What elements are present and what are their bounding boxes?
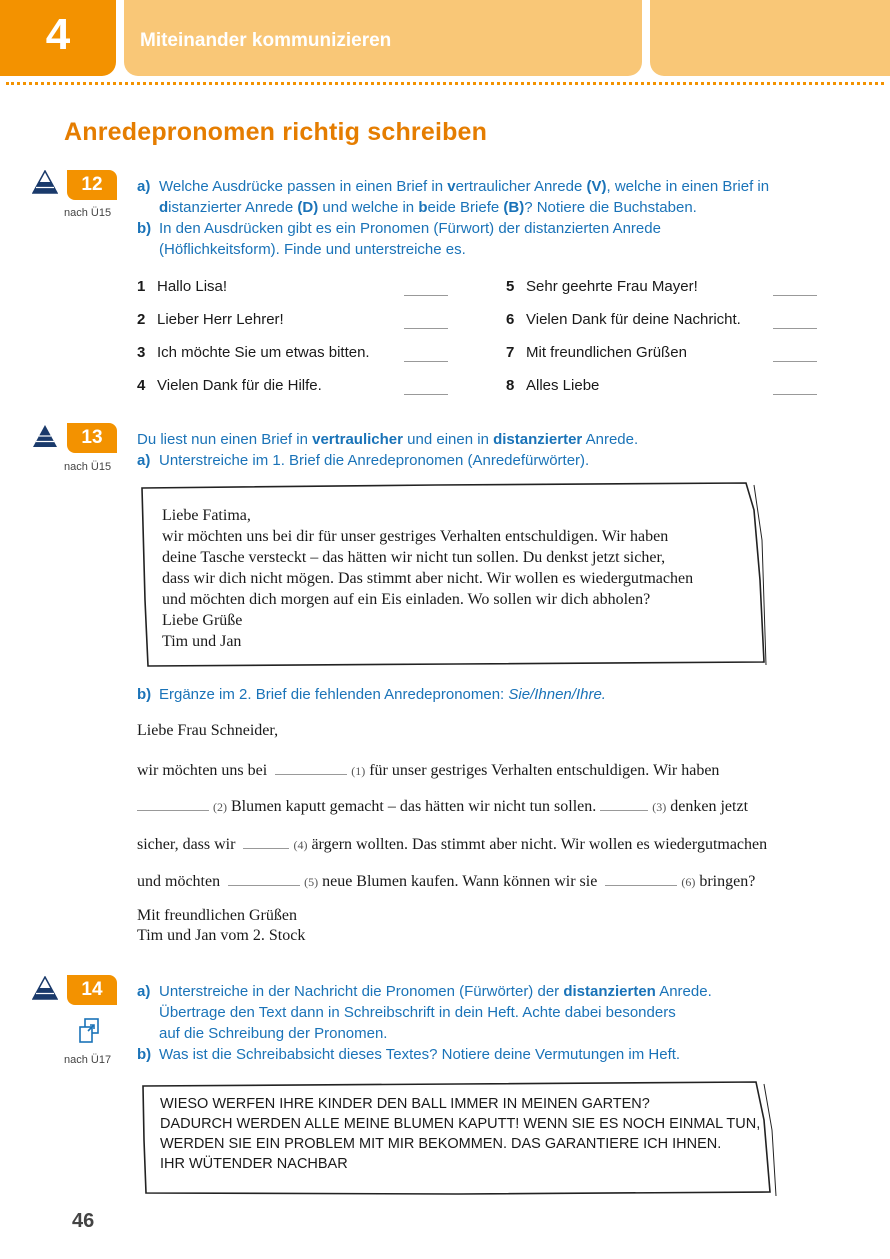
exercise-13-instructions: Du liest nun einen Brief in vertraulicher und einen in distanzierter Anrede. a) Unterstreiche im 1. Brief die Anredepronomen (Anredefürwörter). — [137, 431, 639, 469]
exercise-13-ref: nach Ü15 — [64, 461, 112, 473]
letter-2-greeting: Liebe Frau Schneider, — [137, 722, 279, 739]
gap-input[interactable] — [600, 796, 648, 811]
list-item: 4 Vielen Dank für die Hilfe. — [137, 377, 322, 394]
difficulty-level-icon — [32, 976, 58, 1000]
difficulty-level-icon — [32, 170, 58, 194]
list-item: 5 Sehr geehrte Frau Mayer! — [506, 278, 698, 295]
page-title: Anredepronomen richtig schreiben — [64, 118, 488, 146]
gap-input[interactable] — [228, 871, 300, 886]
answer-blank[interactable] — [773, 394, 817, 395]
list-item: 3 Ich möchte Sie um etwas bitten. — [137, 344, 370, 361]
cloze-line-3: sicher, dass wir (4) ärgern wollten. Das stimmt aber nicht. Wir wollen es wiedergutmachen — [137, 836, 768, 853]
exercise-12-badge: 12 — [67, 170, 117, 200]
cloze-line-1: wir möchten uns bei (1) für unser gestriges Verhalten entschuldigen. Wir haben — [137, 762, 720, 779]
exercise-14-ref: nach Ü17 — [64, 1054, 112, 1066]
gap-input[interactable] — [137, 796, 209, 811]
exercise-14-badge: 14 — [67, 975, 117, 1005]
gap-input[interactable] — [605, 871, 677, 886]
gap-input[interactable] — [243, 834, 289, 849]
answer-blank[interactable] — [773, 328, 817, 329]
chapter-title: Miteinander kommunizieren — [140, 30, 392, 51]
cloze-line-2: (2) Blumen kaputt gemacht – das hätten wir nicht tun sollen. (3) denken jetzt — [137, 796, 748, 816]
answer-blank[interactable] — [773, 295, 817, 296]
header-bar-right — [650, 0, 890, 76]
exercise-13b-instruction: b) Ergänze im 2. Brief die fehlenden Anredepronomen: Sie/Ihnen/Ihre. — [137, 686, 606, 703]
answer-blank[interactable] — [404, 295, 448, 296]
list-item: 2 Lieber Herr Lehrer! — [137, 311, 284, 328]
dotted-divider — [6, 82, 884, 85]
list-item: 7 Mit freundlichen Grüßen — [506, 344, 687, 361]
exercise-12-ref: nach Ü15 — [64, 207, 112, 219]
angry-note-text: WIESO WERFEN IHRE KINDER DEN BALL IMMER IN MEINEN GARTEN? DADURCH WERDEN ALLE MEINE BLUMEN KAPUTT! WENN SIE ES NOCH EINMAL TUN, WERDEN SIE EIN PROBLEM MIT MIR BEKOMMEN. DAS GARANTIERE ICH IHNEN. IHR WÜTENDER NACHBAR — [160, 1096, 761, 1172]
cloze-line-4: und möchten (5) neue Blumen kaufen. Wann können wir sie (6) bringen? — [137, 873, 756, 890]
difficulty-level-icon — [32, 424, 58, 448]
page-number: 46 — [72, 1210, 95, 1232]
answer-blank[interactable] — [404, 328, 448, 329]
letter-1-text: Liebe Fatima, wir möchten uns bei dir für unser gestriges Verhalten entschuldigen. Wir haben deine Tasche versteckt – das hätten wir nicht tun sollen. Du denkst jetzt sicher, dass wir dich nicht mögen. Das stimmt aber nicht. Wir wollen es wiedergutmachen und möchten dich morgen auf ein Eis einladen. Wo sollen wir dich abholen? Liebe Grüße Tim und Jan — [162, 507, 694, 650]
letter-2-closing: Mit freundlichen Grüßen Tim und Jan vom 2. Stock — [137, 907, 306, 944]
copy-to-notebook-icon — [78, 1017, 102, 1045]
list-item: 1 Hallo Lisa! — [137, 278, 228, 295]
list-item: 6 Vielen Dank für deine Nachricht. — [506, 311, 741, 328]
answer-blank[interactable] — [404, 361, 448, 362]
chapter-number: 4 — [45, 10, 71, 59]
answer-blank[interactable] — [404, 394, 448, 395]
exercise-13-badge: 13 — [67, 423, 117, 453]
exercise-12-instructions: a) Welche Ausdrücke passen in einen Brief in vertraulicher Anrede (V), welche in einen Brief in distanzierter Anrede (D) und welche in beide Briefe (B)? Notiere die Buchstaben. b) In den Ausdrücken gibt es ein Pronomen (Fürwort) der distanzierten Anrede (Höflichkeitsform). Finde und unterstreiche es. — [137, 178, 770, 258]
list-item: 8 Alles Liebe — [506, 377, 600, 394]
gap-input[interactable] — [275, 760, 347, 775]
answer-blank[interactable] — [773, 361, 817, 362]
exercise-14-instructions: a) Unterstreiche in der Nachricht die Pronomen (Fürwörter) der distanzierten Anrede. Übertrage den Text dann in Schreibschrift in dein Heft. Achte dabei besonders auf die Schreibung der Pronomen. b) Was ist die Schreibabsicht dieses Textes? Notiere deine Vermutungen im Heft. — [137, 983, 712, 1063]
